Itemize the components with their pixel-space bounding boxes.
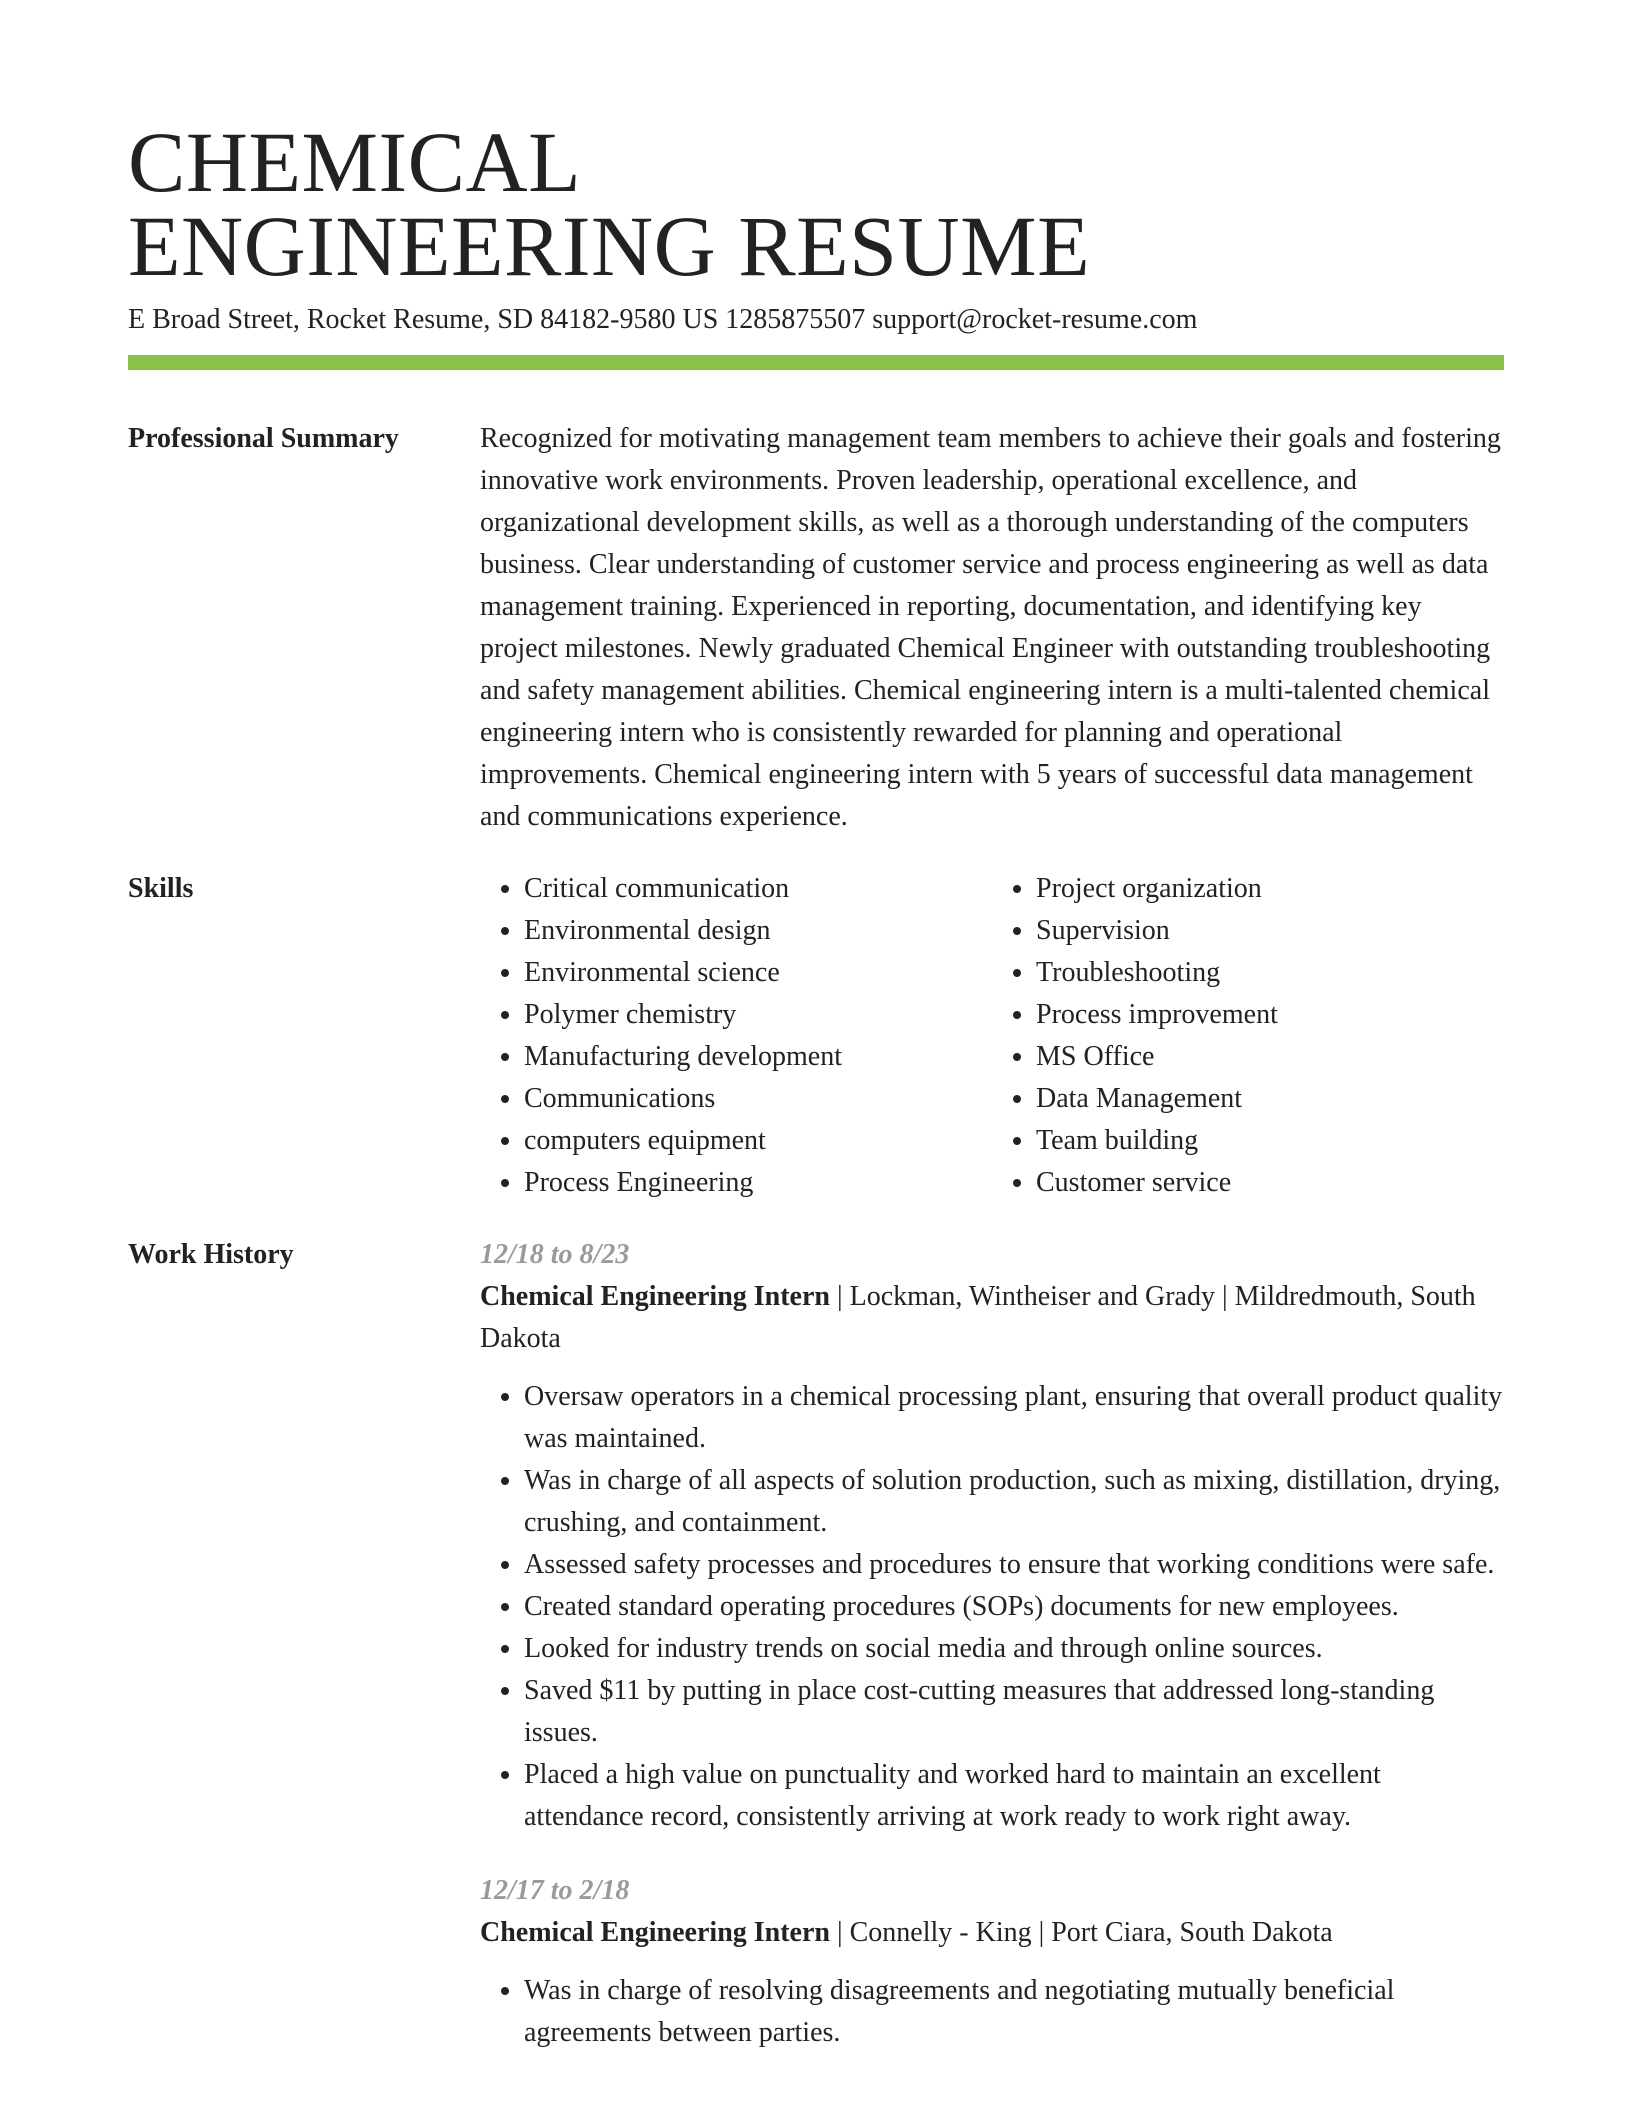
skill-item: • Polymer chemistry	[524, 994, 992, 1036]
skill-item: • Critical communication	[524, 868, 992, 910]
job-date: 12/18 to 8/23	[480, 1239, 630, 1270]
skill-item: • Project organization	[1036, 868, 1504, 910]
job-title: Chemical Engineering Intern	[480, 1281, 830, 1312]
contact-info: E Broad Street, Rocket Resume, SD 84182-9580 US 1285875507 support@rocket-resume.com	[128, 304, 1198, 335]
section-label-work: Work History	[128, 1239, 294, 1270]
job-company-location: | Lockman, Wintheiser and Grady | Mildredmouth, South Dakota	[480, 1281, 1476, 1354]
skill-item: • Process improvement	[1036, 994, 1504, 1036]
summary-text: Recognized for motivating management team members to achieve their goals and fostering innovative work environments. Proven leadership, operational excellence, and organizational development skills, as well as a thorough understanding of the computers business. Clear understanding of customer service and process engineering as well as data management training. Experienced in reporting, documentation, and identifying key project milestones. Newly graduated Chemical Engineer with outstanding troubleshooting and safety management abilities. Chemical engineering intern is a multi-talented chemical engineering intern who is consistently rewarded for planning and operational improvements. Chemical engineering intern with 5 years of successful data management and communications experience.	[480, 423, 1501, 832]
skill-item: • Customer service	[1036, 1162, 1504, 1204]
skill-item: • Troubleshooting	[1036, 952, 1504, 994]
skill-item: • Process Engineering	[524, 1162, 992, 1204]
job-bullet: • Was in charge of resolving disagreements and negotiating mutually beneficial agreements between parties.	[524, 1970, 1504, 2054]
job-bullet: • Saved $11 by putting in place cost-cutting measures that addressed long-standing issues.	[524, 1670, 1504, 1754]
work-history-section	[128, 1234, 1504, 2054]
job-entry	[480, 1234, 1504, 1838]
skill-item: • Supervision	[1036, 910, 1504, 952]
job-heading	[480, 1276, 1504, 1360]
skill-item: • Communications	[524, 1078, 992, 1120]
job-bullet: • Was in charge of all aspects of solution production, such as mixing, distillation, drying, crushing, and containment.	[524, 1460, 1504, 1544]
skill-item: • Data Management	[1036, 1078, 1504, 1120]
skill-item: • MS Office	[1036, 1036, 1504, 1078]
job-company-location: | Connelly - King | Port Ciara, South Dakota	[830, 1917, 1333, 1948]
skill-item: • Environmental science	[524, 952, 992, 994]
work-history-body	[480, 1234, 1504, 2054]
title-line-1: CHEMICAL	[128, 114, 582, 210]
job-title: Chemical Engineering Intern	[480, 1917, 830, 1948]
resume-title	[128, 114, 1504, 294]
job-bullet: • Assessed safety processes and procedures to ensure that working conditions were safe.	[524, 1544, 1504, 1586]
job-bullets	[480, 1376, 1504, 1838]
job-date: 12/17 to 2/18	[480, 1875, 630, 1906]
skill-item: • Manufacturing development	[524, 1036, 992, 1078]
skill-item: • computers equipment	[524, 1120, 992, 1162]
job-heading	[480, 1912, 1504, 1954]
skill-item: • Team building	[1036, 1120, 1504, 1162]
job-bullet: • Created standard operating procedures (SOPs) documents for new employees.	[524, 1586, 1504, 1628]
professional-summary-section	[128, 418, 1504, 838]
skills-list-left	[480, 868, 992, 1204]
job-entry	[480, 1870, 1504, 2054]
title-line-2: ENGINEERING RESUME	[128, 198, 1091, 294]
section-label-skills: Skills	[128, 873, 194, 904]
skills-list-right	[992, 868, 1504, 1204]
section-label-summary: Professional Summary	[128, 423, 399, 454]
job-bullet: • Placed a high value on punctuality and worked hard to maintain an excellent attendance record, consistently arriving at work ready to work right away.	[524, 1754, 1504, 1838]
job-bullet: • Looked for industry trends on social media and through online sources.	[524, 1628, 1504, 1670]
job-bullets	[480, 1970, 1504, 2054]
job-bullet: • Oversaw operators in a chemical processing plant, ensuring that overall product quality was maintained.	[524, 1376, 1504, 1460]
skill-item: • Environmental design	[524, 910, 992, 952]
accent-divider	[128, 355, 1504, 370]
skills-section	[128, 868, 1504, 1204]
skills-grid	[480, 868, 1504, 1204]
